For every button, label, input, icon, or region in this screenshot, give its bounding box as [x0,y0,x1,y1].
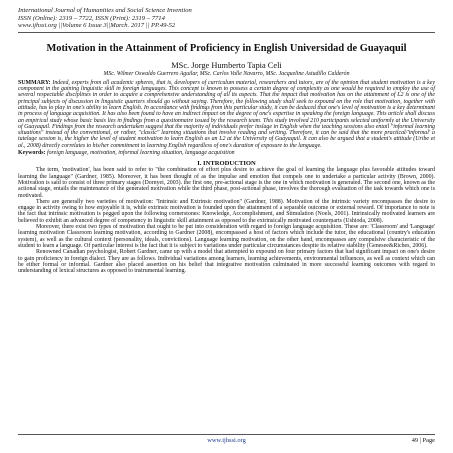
header-rule [18,32,435,33]
abstract-text: Indeed, experts from all academic spheres, that is, developers of curriculum material, researchers and tutors, are of the opinion that student motivation is a key component in the gaining linguistic skill in foreign languages. This concept is known to possess a certain degree of complexity as one would be required to employ the use of several respectable disciplines in order to acquire a comprehensive understanding of all its aspects. That the impact that motivation has on the attainment of L2 is one of the principal subjects of discussion in linguistic quarters should go without saying. Therefore, the following study shall seek to expound on the role that motivation, together with attitude, has to play in one's ability to learn English. In accordance with findings from this particular study, it can be deduced that one's level of motivation is a key determinant in process of language acquisition. It has also been found to have an indirect impact on the degree of one's expertise in speaking the foreign language. This article shall discuss an empirical study whose basic basis lies in findings from a questionnaire issued by the research team. This study involved 210 participants selected uniformly at the University of Guayaquil. Findings from the research undertaken suggest that the majority of individuals prefer inslage in English when the teaching sessions also entail "informal learning situations" instead of the conventional, or rather, "classic" learning situations that involve reading and writing. Therefore, it can be said that the more practical/'informal' a tutelage session is, the higher the level of student motivation to learn English as an L2 at the University of Guayaquil. It can also be argued that a student's attitude (Uribe et al., 2008) directly correlates to his/her commitment to learning English regardless of one's duration of exposure to the language. [18,79,435,149]
keywords-label: Keywords: [18,150,46,157]
paper-coauthors: MSc. Wilmer Oswaldo Guerrero Aguilar, MSc. Carlos Valle Navarro, MSc. Jacqueline Astudillo Calderón [103,70,350,77]
paper-title: Motivation in the Attainment of Proficiency in English Universidad de Guayaquil [46,42,407,54]
footer-url-link[interactable]: www.ijhssi.org [207,437,246,444]
page-number: 49 | Page [411,437,435,444]
page-footer [18,434,435,447]
journal-issue: www.ijhssi.org ||Volume 6 Issue 3||March. 2017 || PP.49-52 [18,22,176,30]
section-body [18,167,435,274]
section-heading: I. INTRODUCTION [197,160,256,168]
journal-header [18,7,435,30]
paper-author: MSc. Jorge Humberto Tapia Celi [171,60,282,70]
journal-issn: ISSN (Online): 2319 – 7722, ISSN (Print): 2319 – 7714 [18,14,165,22]
paragraph: There are generally two varieties of motivation: "Intrinsic and Extrinsic motivation" (Gardner, 1988). Motivation of the intrinsic variety encompasses the desire to engage in activity owing to how enjoyable it is, while extrinsic motivation is founded upon the attainment of a separable outcome or external reward. Of importance to note is the fact that intrinsic motivation is pegged upon the following cornerstones: Knowledge, Accomplishment, and Stimulation (Noels, 2001). Intrinsically motivated learners are believed to exhibit an advanced degree of competency in linguistic skill attainment as opposed to the extrinsically motivated counterparts (Ushioda, 2008). [18,198,435,224]
journal-name: International Journal of Humanities and Social Science Invention [18,7,192,14]
keywords [18,150,435,156]
footer-rule [18,434,435,435]
paragraph: Renowned Canadian psychologist, Robert Gardner, came up with a model that attempted to expound on four primary factors that had significant impact on one's desire to gain proficiency in foreign dialect. They are as follows. Individual variations among learners, learning achievements, environmental influences, as well as context which can be either formal or informal. Gardner also placed assertion on his belief that integrative motivation culminated in more successful learning outcomes with regard to understanding of lexical structures as opposed to instrumental learning. [18,249,435,275]
keywords-text: foreign language, motivation, informal learning situation, language acquisition [45,150,235,157]
paragraph: The term, 'motivation', has been said to refer to "the combination of effort plus desire to achieve the goal of learning the language plus favorable attitudes toward learning the language" (Gardner, 1985). Moreover, it has been thought of as the impulse and emotion that compels one to undertake a particular activity (Brown, 2000). Motivation is said to consist of three primary stages (Dornyei, 2003). the first one, pre-actional stage is the one in which motivation is generated. The second one, known as the actional stage, entails the maintenance of the generated motivation while the third phase, post-actional phase, involves the thorough evaluation of the task towards which one is motivated. [18,167,435,199]
paragraph: Moreover, there exist two types of motivation that ought to be put into consideration with regard to foreign language acquisition. These are: 'Classroom' and 'Language' learning motivation Classroom learning motivation, according to Gardner (2008), encompassed a host of factors which include the tutor, the educational (country's education system), as well as the cultural context (personality, ideals, convictions). Language learning motivation, on the other hand, encompasses any compulsive characteristic of the student to learn a language. Of particular interest is the fact that it is subject to variations under particular circumstances despite its relative stability (Genesee&Riches, 2006). [18,224,435,249]
abstract-label: SUMMARY: [18,79,51,86]
abstract [18,80,435,149]
